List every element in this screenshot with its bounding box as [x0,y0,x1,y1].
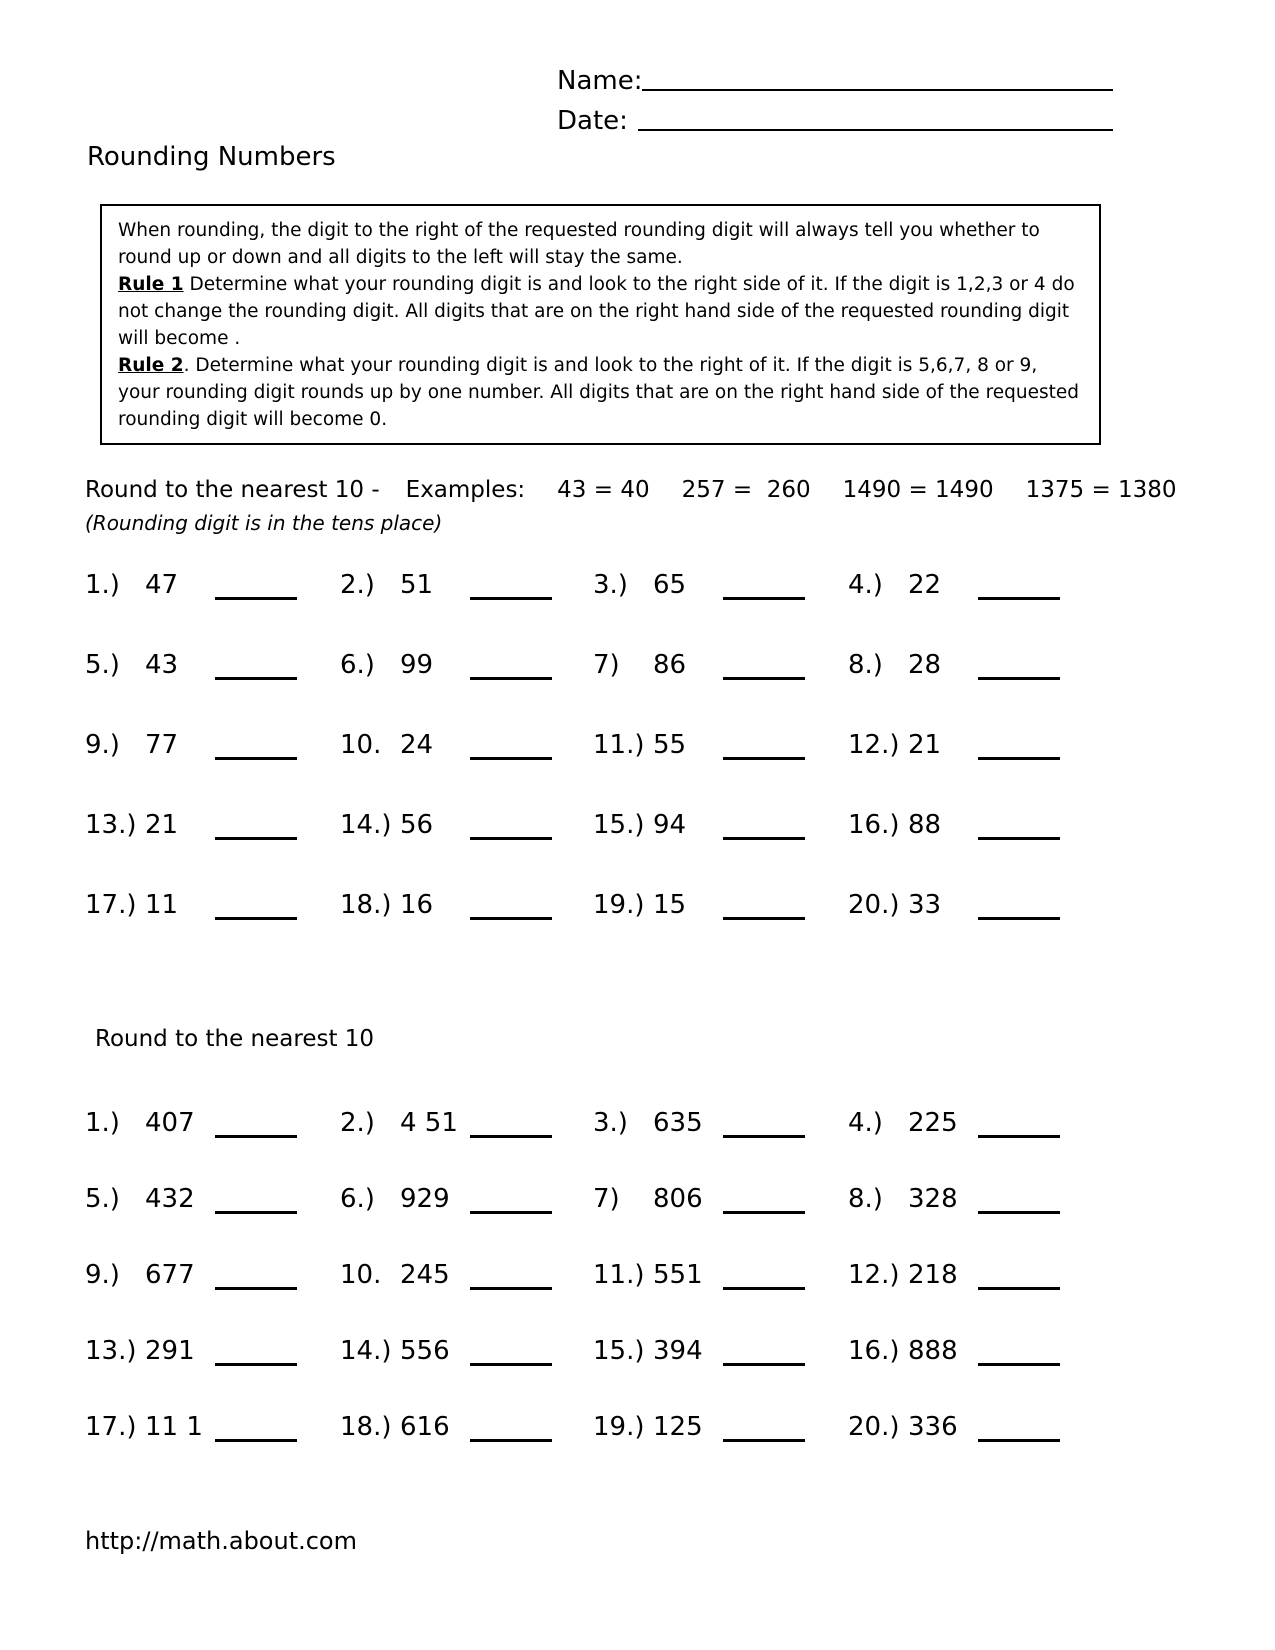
problem-item [593,640,848,680]
problem-item [340,720,593,760]
problem-value: 929 [400,1184,450,1214]
problem-item [85,1098,340,1138]
problem-number: 1.) [85,1108,120,1138]
name-label: Name: [557,66,643,96]
problem-number: 3.) [593,570,628,600]
answer-blank [978,750,1060,760]
problem-item [85,1250,340,1290]
problem-number: 13.) [85,1336,137,1366]
problem-value: 677 [145,1260,195,1290]
answer-blank [215,1280,297,1290]
problem-item [340,800,593,840]
section2-heading: Round to the nearest 10 [95,1026,375,1052]
problem-number: 20.) [848,1412,900,1442]
problem-number: 5.) [85,1184,120,1214]
answer-blank [978,1280,1060,1290]
problem-item [340,1098,593,1138]
problem-number: 18.) [340,890,392,920]
problem-value: 336 [908,1412,958,1442]
problem-item [593,560,848,600]
problem-item [848,720,1195,760]
examples-list [525,477,1176,503]
problem-number: 19.) [593,1412,645,1442]
example-item: 1490 = 1490 [842,477,994,503]
problem-value: 16 [400,890,434,920]
problem-item [85,800,340,840]
problem-value: 616 [400,1412,450,1442]
problem-item [593,1174,848,1214]
problem-item [340,560,593,600]
answer-blank [215,750,297,760]
problem-value: 15 [653,890,687,920]
problem-number: 19.) [593,890,645,920]
example-item: 1375 = 1380 [1025,477,1177,503]
problem-item [848,1174,1195,1214]
problem-item [85,720,340,760]
answer-blank [978,1128,1060,1138]
problem-item [85,1402,340,1442]
problem-number: 15.) [593,1336,645,1366]
problem-number: 4.) [848,570,883,600]
problem-value: 245 [400,1260,450,1290]
answer-blank [470,1356,552,1366]
problem-value: 65 [653,570,687,600]
problem-number: 15.) [593,810,645,840]
problem-value: 21 [908,730,942,760]
rule-1-label: Rule 1 [118,274,184,295]
answer-blank [723,910,805,920]
problem-value: 21 [145,810,179,840]
problem-number: 9.) [85,1260,120,1290]
problem-item [848,640,1195,680]
problem-number: 13.) [85,810,137,840]
problem-value: 635 [653,1108,703,1138]
problem-item [340,1402,593,1442]
section1-heading-row [85,477,1177,503]
problem-item [848,880,1195,920]
answer-blank [215,1356,297,1366]
rules-intro: When rounding, the digit to the right of the requested rounding digit will always tell you whether to round up or down and all digits to the left will stay the same. [118,220,1040,268]
problem-value: 218 [908,1260,958,1290]
problem-value: 86 [653,650,687,680]
problem-number: 8.) [848,650,883,680]
rule-2 [118,352,1083,433]
problem-item [85,560,340,600]
answer-blank [215,1432,297,1442]
problem-number: 3.) [593,1108,628,1138]
problem-item [340,1326,593,1366]
problem-value: 407 [145,1108,195,1138]
problem-value: 11 1 [145,1412,203,1442]
problem-value: 432 [145,1184,195,1214]
answer-blank [470,670,552,680]
problem-number: 9.) [85,730,120,760]
date-row [557,96,1113,136]
problem-item [593,720,848,760]
section1-problems [85,560,1195,960]
problem-item [85,1174,340,1214]
problem-number: 17.) [85,1412,137,1442]
answer-blank [215,910,297,920]
answer-blank [723,750,805,760]
problem-number: 16.) [848,810,900,840]
problem-number: 16.) [848,1336,900,1366]
problem-number: 7) [593,1184,620,1214]
answer-blank [978,830,1060,840]
problem-number: 1.) [85,570,120,600]
answer-blank [215,590,297,600]
name-date-block [557,56,1113,136]
problem-item [340,1250,593,1290]
problem-number: 12.) [848,1260,900,1290]
section1-heading: Round to the nearest 10 - [85,477,380,503]
name-blank-line [642,89,1113,91]
problem-number: 6.) [340,650,375,680]
answer-blank [978,590,1060,600]
problem-number: 4.) [848,1108,883,1138]
problem-value: 556 [400,1336,450,1366]
problem-value: 77 [145,730,179,760]
problem-value: 88 [908,810,942,840]
problem-number: 5.) [85,650,120,680]
problem-number: 11.) [593,730,645,760]
problem-value: 28 [908,650,942,680]
section1-subheading: (Rounding digit is in the tens place) [85,511,443,535]
problem-item [848,1250,1195,1290]
examples-label: Examples: [405,477,526,503]
problem-item [593,880,848,920]
problem-value: 888 [908,1336,958,1366]
problem-value: 94 [653,810,687,840]
problem-number: 17.) [85,890,137,920]
problem-number: 20.) [848,890,900,920]
problem-value: 551 [653,1260,703,1290]
problem-item [340,880,593,920]
problem-value: 291 [145,1336,195,1366]
answer-blank [723,1280,805,1290]
problem-value: 24 [400,730,434,760]
problem-number: 14.) [340,1336,392,1366]
problem-number: 6.) [340,1184,375,1214]
problem-value: 33 [908,890,942,920]
problem-item [593,1098,848,1138]
problem-item [593,1326,848,1366]
answer-blank [470,590,552,600]
section2-problems [85,1098,1195,1478]
problem-number: 8.) [848,1184,883,1214]
date-label: Date: [557,106,628,136]
answer-blank [978,1356,1060,1366]
answer-blank [215,1128,297,1138]
problem-number: 11.) [593,1260,645,1290]
answer-blank [215,1204,297,1214]
problem-value: 99 [400,650,434,680]
answer-blank [470,910,552,920]
problem-item [848,560,1195,600]
answer-blank [723,830,805,840]
problem-number: 2.) [340,570,375,600]
problem-value: 125 [653,1412,703,1442]
problem-number: 2.) [340,1108,375,1138]
rule-1-text: Determine what your rounding digit is and look to the right side of it. If the digit is 1,2,3 or 4 do not change the rounding digit. All digits that are on the right hand side of the requested rounding digit will become . [118,274,1075,349]
problem-item [85,640,340,680]
rule-2-text: . Determine what your rounding digit is and look to the right of it. If the digit is 5,6,7, 8 or 9, your rounding digit rounds up by one number. All digits that are on the right hand side of the requested rounding digit will become 0. [118,355,1080,430]
problem-number: 12.) [848,730,900,760]
answer-blank [723,1128,805,1138]
example-item: 257 = 260 [681,477,811,503]
problem-number: 14.) [340,810,392,840]
problem-value: 4 51 [400,1108,458,1138]
problem-item [593,1250,848,1290]
answer-blank [978,1432,1060,1442]
answer-blank [215,670,297,680]
problem-number: 18.) [340,1412,392,1442]
problem-item [848,1402,1195,1442]
problem-item [848,1326,1195,1366]
problem-number: 7) [593,650,620,680]
problem-value: 56 [400,810,434,840]
answer-blank [978,670,1060,680]
date-blank-line [638,129,1113,131]
example-item: 43 = 40 [557,477,650,503]
answer-blank [470,1432,552,1442]
rule-2-label: Rule 2 [118,355,184,376]
answer-blank [978,910,1060,920]
problem-value: 43 [145,650,179,680]
problem-item [340,640,593,680]
answer-blank [470,750,552,760]
answer-blank [723,590,805,600]
problem-value: 328 [908,1184,958,1214]
problem-item [85,880,340,920]
answer-blank [723,670,805,680]
problem-value: 22 [908,570,942,600]
problem-item [593,800,848,840]
problem-value: 51 [400,570,434,600]
answer-blank [723,1204,805,1214]
problem-item [340,1174,593,1214]
problem-item [593,1402,848,1442]
answer-blank [215,830,297,840]
problem-item [85,1326,340,1366]
name-row [557,56,1113,96]
problem-value: 225 [908,1108,958,1138]
problem-number: 10. [340,1260,382,1290]
problem-value: 55 [653,730,687,760]
problem-value: 394 [653,1336,703,1366]
problem-item [848,800,1195,840]
page-title: Rounding Numbers [87,142,336,172]
answer-blank [470,1128,552,1138]
answer-blank [978,1204,1060,1214]
problem-item [848,1098,1195,1138]
answer-blank [470,1280,552,1290]
answer-blank [723,1432,805,1442]
problem-value: 11 [145,890,179,920]
footer-url: http://math.about.com [85,1527,357,1555]
rule-1 [118,271,1083,352]
problem-value: 47 [145,570,179,600]
rules-box [100,204,1101,445]
answer-blank [723,1356,805,1366]
answer-blank [470,830,552,840]
problem-number: 10. [340,730,382,760]
problem-value: 806 [653,1184,703,1214]
answer-blank [470,1204,552,1214]
